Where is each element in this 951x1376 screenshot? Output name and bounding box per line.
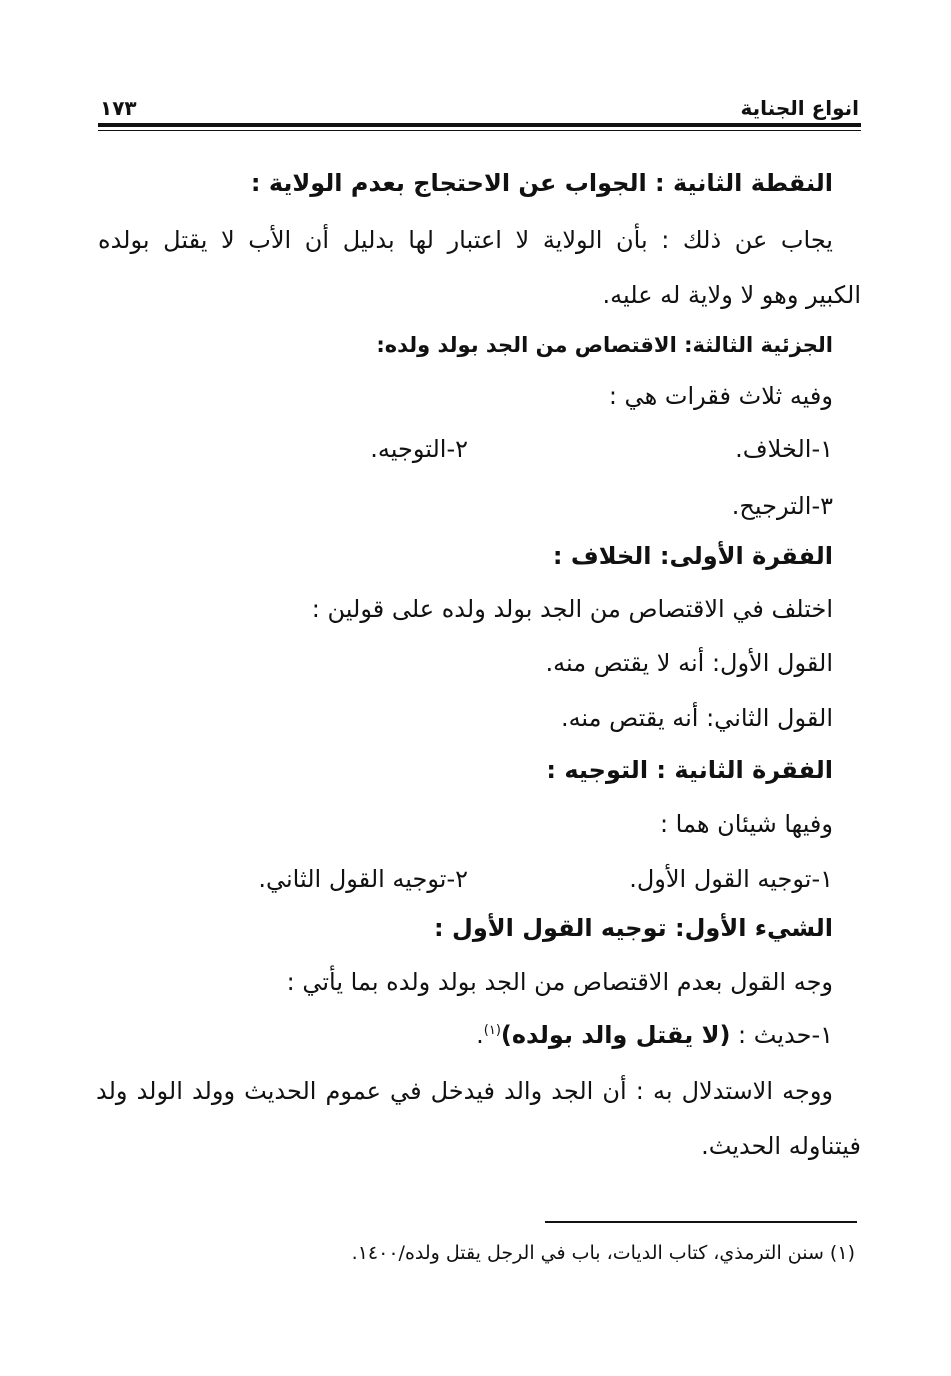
footnote-separator (545, 1221, 857, 1223)
list-item: ٣-الترجيح. (731, 492, 833, 520)
hadith-line (476, 1019, 833, 1051)
list-item: ١-الخلاف. (735, 435, 833, 463)
paragraph-line: يجاب عن ذلك : بأن الولاية لا اعتبار لها بدليل أن الأب لا يقتل بولده (98, 226, 833, 254)
paragraph-line: وفيه ثلاث فقرات هي : (608, 382, 833, 410)
hadith-period: . (476, 1021, 484, 1049)
heading-first-paragraph: الفقرة الأولى: الخلاف : (552, 542, 833, 570)
paragraph-line: ووجه الاستدلال به : أن الجد والد فيدخل في عموم الحديث وولد الولد ولد (96, 1077, 833, 1105)
hadith-quote: (لا يقتل والد بولده) (500, 1021, 731, 1049)
list-item: ١-توجيه القول الأول. (629, 865, 833, 893)
header-rule-thin (98, 130, 861, 131)
heading-third-part: الجزئية الثالثة: الاقتصاص من الجد بولد ولده: (376, 333, 833, 357)
hadith-label: ١-حديث : (738, 1021, 833, 1049)
paragraph-line: فيتناوله الحديث. (701, 1132, 861, 1160)
paragraph-line: القول الأول: أنه لا يقتص منه. (545, 649, 833, 677)
heading-second-paragraph: الفقرة الثانية : التوجيه : (546, 756, 833, 784)
paragraph-line: اختلف في الاقتصاص من الجد بولد ولده على قولين : (311, 595, 833, 623)
header-rule-thick (98, 123, 861, 127)
list-item: ٢-توجيه القول الثاني. (258, 865, 468, 893)
list-item: ٢-التوجيه. (370, 435, 468, 463)
page-number: ١٧٣ (100, 96, 137, 120)
footnote-reference: (١) (483, 1023, 501, 1038)
footnote-text: (١) سنن الترمذي، كتاب الديات، باب في الرجل يقتل ولده/١٤٠٠. (351, 1242, 855, 1264)
heading-first-thing: الشيء الأول: توجيه القول الأول : (434, 914, 833, 942)
heading-second-point: النقطة الثانية : الجواب عن الاحتجاج بعدم الولاية : (250, 169, 833, 197)
paragraph-line: وجه القول بعدم الاقتصاص من الجد بولد ولده بما يأتي : (286, 968, 833, 996)
running-header-title: انواع الجناية (740, 96, 859, 120)
paragraph-line: وفيها شيئان هما : (659, 810, 833, 838)
paragraph-line: الكبير وهو لا ولاية له عليه. (602, 281, 861, 309)
paragraph-line: القول الثاني: أنه يقتص منه. (560, 704, 833, 732)
